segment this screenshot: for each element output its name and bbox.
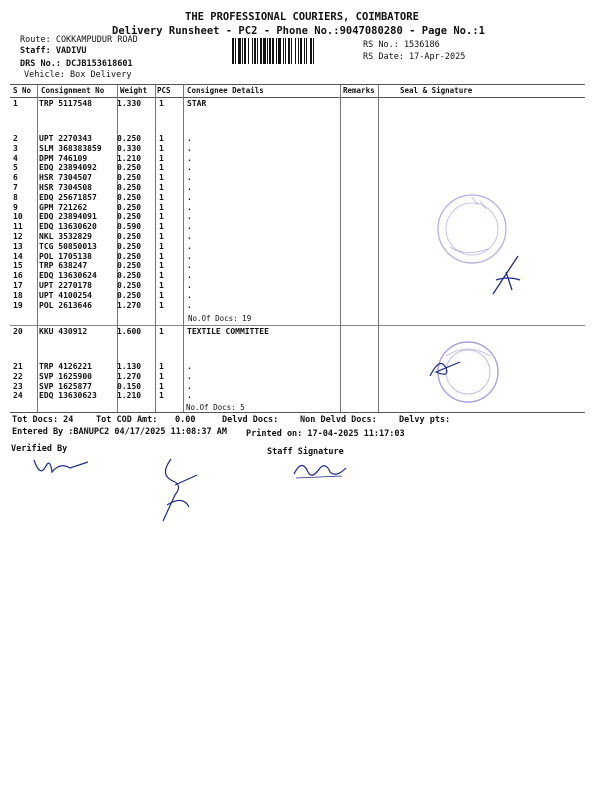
verified-by-label: Verified By xyxy=(11,444,68,454)
cell-consignee: . xyxy=(187,251,192,261)
cell-consignee: . xyxy=(187,173,192,183)
table-row xyxy=(13,372,343,382)
staff-label: Staff: VADIVU xyxy=(20,46,87,56)
cell-pcs: 1 xyxy=(159,271,164,281)
col-header-remarks: Remarks xyxy=(343,86,375,95)
table-row xyxy=(13,203,343,213)
cell-sno: 17 xyxy=(13,281,23,290)
cell-weight: 0.250 xyxy=(117,163,142,173)
cell-pcs: 1 xyxy=(159,327,164,336)
cell-consignment: SLM 368383859 xyxy=(39,143,102,153)
cell-consignment: EDQ 13630623 xyxy=(39,391,97,401)
cell-sno: 4 xyxy=(13,153,18,163)
cell-pcs: 1 xyxy=(159,281,164,290)
cell-sno: 11 xyxy=(13,222,23,232)
signature-2 xyxy=(426,354,466,384)
cell-consignee: . xyxy=(187,281,192,290)
cell-pcs: 1 xyxy=(159,371,164,381)
cell-consignment: POL 1705138 xyxy=(39,251,92,261)
cell-pcs: 1 xyxy=(159,232,164,241)
cell-sno: 3 xyxy=(13,143,18,153)
non-delivered-docs: Non Delvd Docs: xyxy=(300,415,377,425)
route-label: Route: COKKAMPUDUR ROAD xyxy=(20,35,138,45)
cell-consignment: HSR 7304507 xyxy=(39,173,92,183)
rs-number: RS No.: 1536186 xyxy=(363,40,440,50)
cell-weight: 0.150 xyxy=(117,381,142,391)
cell-consignee: . xyxy=(187,143,192,153)
company-name: THE PROFESSIONAL COURIERS, COIMBATORE xyxy=(185,11,419,23)
entered-by: Entered By :BANUPC2 04/17/2025 11:08:37 AM xyxy=(12,427,227,437)
cell-consignment: SVP 1625877 xyxy=(39,381,92,391)
staff-signature xyxy=(290,454,350,484)
cell-weight: 1.130 xyxy=(117,362,142,371)
table-row xyxy=(13,154,343,164)
cell-consignee: . xyxy=(187,391,192,401)
signature-1 xyxy=(488,250,528,300)
table-row xyxy=(13,362,343,372)
cell-consignment: EDQ 23894091 xyxy=(39,212,97,222)
cell-weight: 1.210 xyxy=(117,153,142,163)
cell-sno: 23 xyxy=(13,381,23,391)
cell-consignee: . xyxy=(187,183,192,192)
cell-pcs: 1 xyxy=(159,222,164,232)
cell-sno: 6 xyxy=(13,173,18,183)
group1-doc-count: No.Of Docs: 19 xyxy=(188,314,252,323)
staff-signature-label: Staff Signature xyxy=(267,447,344,457)
cell-sno: 16 xyxy=(13,271,23,281)
cell-weight: 1.210 xyxy=(117,391,142,401)
group2-doc-count: No.Of Docs: 5 xyxy=(186,403,245,412)
cell-weight: 0.250 xyxy=(117,192,142,202)
cell-weight: 1.270 xyxy=(117,300,142,310)
cell-pcs: 1 xyxy=(159,241,164,251)
col-header-sno: S No xyxy=(13,86,32,95)
cell-weight: 0.250 xyxy=(117,232,142,241)
table-row xyxy=(13,212,343,222)
table-row xyxy=(13,382,343,392)
cell-consignment: TRP 5117548 xyxy=(39,99,92,108)
table-row xyxy=(13,99,343,109)
cell-consignee: . xyxy=(187,222,192,232)
total-cod-value: 0.00 xyxy=(175,415,196,425)
table-row xyxy=(13,232,343,242)
cell-consignee: . xyxy=(187,300,192,310)
cell-consignee: . xyxy=(187,153,192,163)
cell-consignee: . xyxy=(187,232,192,241)
cell-sno: 1 xyxy=(13,99,18,108)
cell-weight: 0.250 xyxy=(117,134,142,143)
cell-consignee: . xyxy=(187,212,192,222)
cell-consignment: UPT 4100254 xyxy=(39,290,92,300)
cell-weight: 0.330 xyxy=(117,143,142,153)
cell-sno: 8 xyxy=(13,192,18,202)
vehicle-label: Vehicle: Box Delivery xyxy=(24,70,132,80)
table-row xyxy=(13,252,343,262)
cell-consignment: EDQ 23894092 xyxy=(39,163,97,173)
table-header-rule xyxy=(10,97,585,98)
cell-consignee: STAR xyxy=(187,99,207,108)
cell-pcs: 1 xyxy=(159,212,164,222)
cell-consignment: UPT 2270343 xyxy=(39,134,92,143)
cell-pcs: 1 xyxy=(159,134,164,143)
cell-consignee: . xyxy=(187,381,192,391)
cell-weight: 0.250 xyxy=(117,183,142,192)
cell-consignee: . xyxy=(187,241,192,251)
cell-weight: 0.250 xyxy=(117,251,142,261)
table-row xyxy=(13,222,343,232)
cell-sno: 18 xyxy=(13,290,23,300)
cell-consignment: POL 2613646 xyxy=(39,300,92,310)
cell-sno: 14 xyxy=(13,251,23,261)
cell-pcs: 1 xyxy=(159,202,164,212)
cell-consignment: GPM 721262 xyxy=(39,202,88,212)
cell-weight: 0.250 xyxy=(117,281,142,290)
group-divider xyxy=(10,325,585,326)
cell-consignment: EDQ 13630620 xyxy=(39,222,97,232)
cell-sno: 10 xyxy=(13,212,23,222)
table-row xyxy=(13,391,343,401)
col-header-seal: Seal & Signature xyxy=(400,86,473,95)
cell-pcs: 1 xyxy=(159,300,164,310)
cell-pcs: 1 xyxy=(159,99,164,108)
rs-date: RS Date: 17-Apr-2025 xyxy=(363,52,466,62)
col-rule-6 xyxy=(378,85,379,412)
total-docs: Tot Docs: 24 xyxy=(12,415,74,425)
table-row xyxy=(13,183,343,193)
table-row xyxy=(13,301,343,311)
cell-consignee: . xyxy=(187,202,192,212)
cell-pcs: 1 xyxy=(159,143,164,153)
cell-pcs: 1 xyxy=(159,251,164,261)
table-row xyxy=(13,261,343,271)
cell-pcs: 1 xyxy=(159,290,164,300)
cell-consignment: EDQ 25671857 xyxy=(39,192,97,202)
table-row xyxy=(13,281,343,291)
cell-weight: 0.250 xyxy=(117,261,142,271)
cell-pcs: 1 xyxy=(159,362,164,371)
total-cod-label: Tot COD Amt: xyxy=(96,415,158,425)
table-top-rule xyxy=(10,84,585,85)
cell-consignment: SVP 1625900 xyxy=(39,371,92,381)
drs-number: DRS No.: DCJB153618601 xyxy=(20,59,133,69)
cell-pcs: 1 xyxy=(159,183,164,192)
cell-sno: 12 xyxy=(13,232,23,241)
cell-sno: 15 xyxy=(13,261,23,271)
cell-consignment: HSR 7304508 xyxy=(39,183,92,192)
cell-consignment: NKL 3532829 xyxy=(39,232,92,241)
cell-weight: 0.250 xyxy=(117,290,142,300)
table-row xyxy=(13,271,343,281)
cell-consignee: . xyxy=(187,163,192,173)
barcode xyxy=(232,38,360,64)
table-row xyxy=(13,291,343,301)
cell-consignee: . xyxy=(187,271,192,281)
cell-consignee: . xyxy=(187,134,192,143)
cell-weight: 1.600 xyxy=(117,327,142,336)
table-row xyxy=(13,144,343,154)
cell-sno: 20 xyxy=(13,327,23,336)
cell-weight: 0.250 xyxy=(117,202,142,212)
cell-consignment: TRP 4126221 xyxy=(39,362,92,371)
col-header-pcs: PCS xyxy=(157,86,171,95)
cell-consignee: TEXTILE COMMITTEE xyxy=(187,327,269,336)
col-header-consignment: Consignment No xyxy=(41,86,105,95)
table-row xyxy=(13,193,343,203)
table-row xyxy=(13,173,343,183)
cell-consignee: . xyxy=(187,192,192,202)
cell-consignment: TCG 50850013 xyxy=(39,241,97,251)
cell-sno: 24 xyxy=(13,391,23,401)
cell-consignee: . xyxy=(187,290,192,300)
cell-pcs: 1 xyxy=(159,192,164,202)
cell-sno: 9 xyxy=(13,202,18,212)
cell-weight: 0.250 xyxy=(117,212,142,222)
cell-sno: 19 xyxy=(13,300,23,310)
col-header-weight: Weight xyxy=(120,86,148,95)
cell-weight: 0.250 xyxy=(117,241,142,251)
table-row xyxy=(13,163,343,173)
cell-consignee: . xyxy=(187,261,192,271)
printed-on: Printed on: 17-04-2025 11:17:03 xyxy=(246,429,405,439)
cell-consignment: TRP 638247 xyxy=(39,261,88,271)
cell-consignment: UPT 2270178 xyxy=(39,281,92,290)
cell-sno: 2 xyxy=(13,134,18,143)
cell-pcs: 1 xyxy=(159,163,164,173)
verified-signature xyxy=(30,452,90,482)
cell-consignment: KKU 430912 xyxy=(39,327,88,336)
cell-consignee: . xyxy=(187,371,192,381)
table-row xyxy=(13,327,343,337)
cell-pcs: 1 xyxy=(159,173,164,183)
cell-sno: 21 xyxy=(13,362,23,371)
runsheet-title: Delivery Runsheet - PC2 - Phone No.:9047080280 - Page No.:1 xyxy=(112,25,485,37)
cell-weight: 1.330 xyxy=(117,99,142,108)
delivery-points: Delvy pts: xyxy=(399,415,451,425)
cell-sno: 7 xyxy=(13,183,18,192)
cell-weight: 1.270 xyxy=(117,371,142,381)
cell-pcs: 1 xyxy=(159,153,164,163)
verifier-signature-2 xyxy=(153,455,203,525)
table-row xyxy=(13,242,343,252)
cell-consignment: EDQ 13630624 xyxy=(39,271,97,281)
table-row xyxy=(13,134,343,144)
cell-consignment: DPM 746109 xyxy=(39,153,88,163)
cell-pcs: 1 xyxy=(159,261,164,271)
cell-weight: 0.590 xyxy=(117,222,142,232)
cell-consignee: . xyxy=(187,362,192,371)
col-header-consignee: Consignee Details xyxy=(187,86,264,95)
cell-pcs: 1 xyxy=(159,391,164,401)
delivered-docs: Delvd Docs: xyxy=(222,415,279,425)
cell-weight: 0.250 xyxy=(117,173,142,183)
cell-sno: 22 xyxy=(13,371,23,381)
cell-weight: 0.250 xyxy=(117,271,142,281)
cell-sno: 13 xyxy=(13,241,23,251)
cell-pcs: 1 xyxy=(159,381,164,391)
cell-sno: 5 xyxy=(13,163,18,173)
